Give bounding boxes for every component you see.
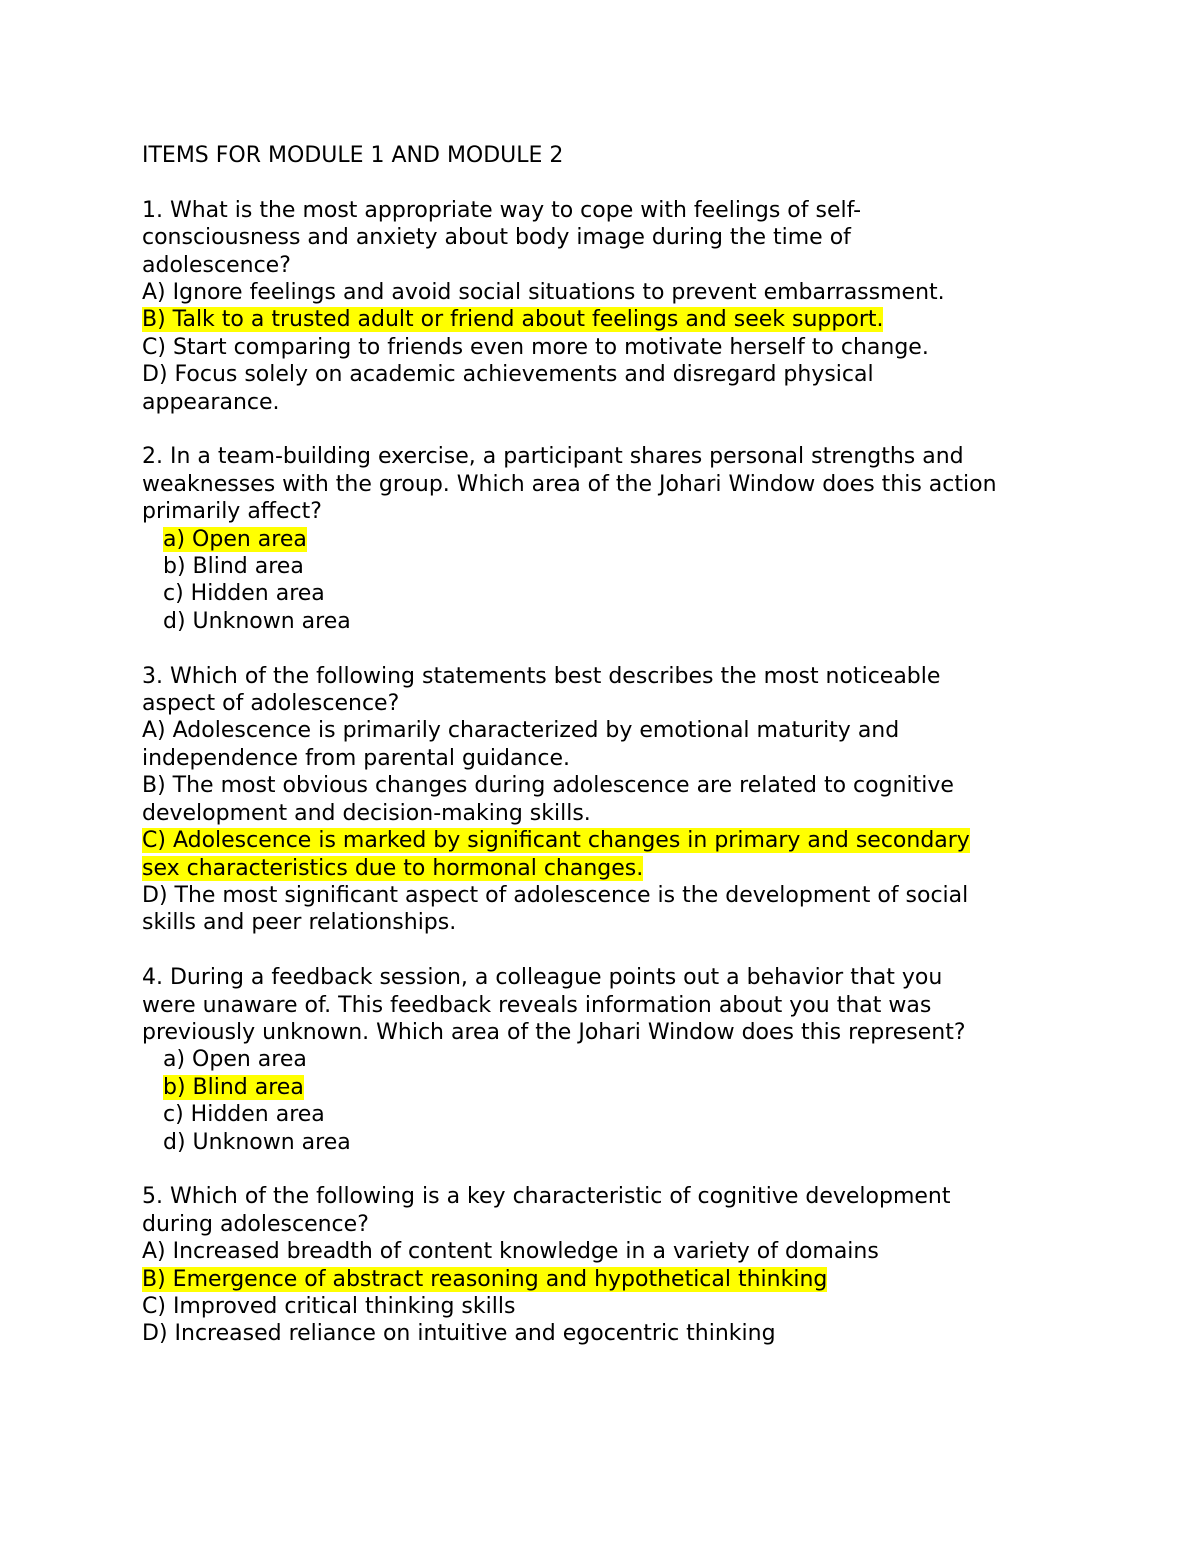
option-text: a) Open area <box>163 1047 307 1073</box>
option-text: C) Improved critical thinking skills <box>142 1293 516 1319</box>
option-d <box>142 608 1062 635</box>
question-stem-line: 2. In a team-building exercise, a participant shares personal strengths and <box>142 444 964 470</box>
option-text: b) Blind area <box>163 554 304 580</box>
option-text: c) Hidden area <box>163 581 325 607</box>
question-stem-line: were unaware of. This feedback reveals information about you that was <box>142 992 932 1018</box>
question-5 <box>142 1183 1062 1347</box>
option-text: d) Unknown area <box>163 608 351 634</box>
option-text-line: A) Adolescence is primarily characterized by emotional maturity and <box>142 718 900 744</box>
option-d <box>142 1129 1062 1156</box>
question-3 <box>142 663 1062 937</box>
question-stem-line: 1. What is the most appropriate way to cope with feelings of self- <box>142 197 862 223</box>
option-text-line: skills and peer relationships. <box>142 910 457 936</box>
option-text: A) Increased breadth of content knowledge in a variety of domains <box>142 1239 879 1265</box>
option-text: c) Hidden area <box>163 1102 325 1128</box>
option-text: D) Increased reliance on intuitive and egocentric thinking <box>142 1321 776 1347</box>
question-stem-line: weaknesses with the group. Which area of the Johari Window does this action <box>142 471 997 497</box>
option-d <box>142 882 1062 937</box>
option-text-line: appearance. <box>142 389 280 415</box>
question-4 <box>142 964 1062 1156</box>
option-a-correct-answer <box>142 526 1062 553</box>
option-text: B) Talk to a trusted adult or friend about feelings and seek support. <box>142 307 884 333</box>
option-text-line: sex characteristics due to hormonal changes. <box>142 855 644 881</box>
option-text-line: B) The most obvious changes during adolescence are related to cognitive <box>142 773 954 799</box>
option-d <box>142 361 1062 416</box>
option-b-correct-answer <box>142 1266 1062 1293</box>
option-a <box>142 1238 1062 1265</box>
question-stem-line: primarily affect? <box>142 499 322 525</box>
option-text: a) Open area <box>163 526 307 552</box>
option-c <box>142 334 1062 361</box>
option-b <box>142 553 1062 580</box>
question-stem-line: 3. Which of the following statements best describes the most noticeable <box>142 663 941 689</box>
option-c <box>142 580 1062 607</box>
question-stem-line: adolescence? <box>142 252 291 278</box>
option-text-line: D) The most significant aspect of adolescence is the development of social <box>142 882 969 908</box>
option-b <box>142 772 1062 827</box>
question-stem-line: aspect of adolescence? <box>142 691 400 717</box>
option-text: B) Emergence of abstract reasoning and hypothetical thinking <box>142 1266 828 1292</box>
option-b-correct-answer <box>142 306 1062 333</box>
option-c-correct-answer <box>142 827 1062 882</box>
option-text-line: D) Focus solely on academic achievements and disregard physical <box>142 362 874 388</box>
option-text: C) Start comparing to friends even more to motivate herself to change. <box>142 334 929 360</box>
option-text-line: independence from parental guidance. <box>142 745 570 771</box>
document-page <box>142 142 1062 1375</box>
question-2 <box>142 443 1062 635</box>
option-a <box>142 279 1062 306</box>
option-a <box>142 1046 1062 1073</box>
option-text-line: development and decision-making skills. <box>142 800 591 826</box>
option-c <box>142 1293 1062 1320</box>
option-text: b) Blind area <box>163 1074 304 1100</box>
option-text-line: C) Adolescence is marked by significant changes in primary and secondary <box>142 828 970 854</box>
question-stem-line: previously unknown. Which area of the Johari Window does this represent? <box>142 1019 966 1045</box>
question-stem-line: consciousness and anxiety about body image during the time of <box>142 225 851 251</box>
option-d <box>142 1320 1062 1347</box>
question-stem-line: during adolescence? <box>142 1211 369 1237</box>
option-text: d) Unknown area <box>163 1129 351 1155</box>
question-stem-line: 4. During a feedback session, a colleague points out a behavior that you <box>142 965 943 991</box>
option-c <box>142 1101 1062 1128</box>
option-a <box>142 717 1062 772</box>
page-title: ITEMS FOR MODULE 1 AND MODULE 2 <box>142 143 564 168</box>
option-text: A) Ignore feelings and avoid social situations to prevent embarrassment. <box>142 280 945 306</box>
option-b-correct-answer <box>142 1074 1062 1101</box>
question-1 <box>142 197 1062 416</box>
question-stem-line: 5. Which of the following is a key characteristic of cognitive development <box>142 1184 951 1210</box>
